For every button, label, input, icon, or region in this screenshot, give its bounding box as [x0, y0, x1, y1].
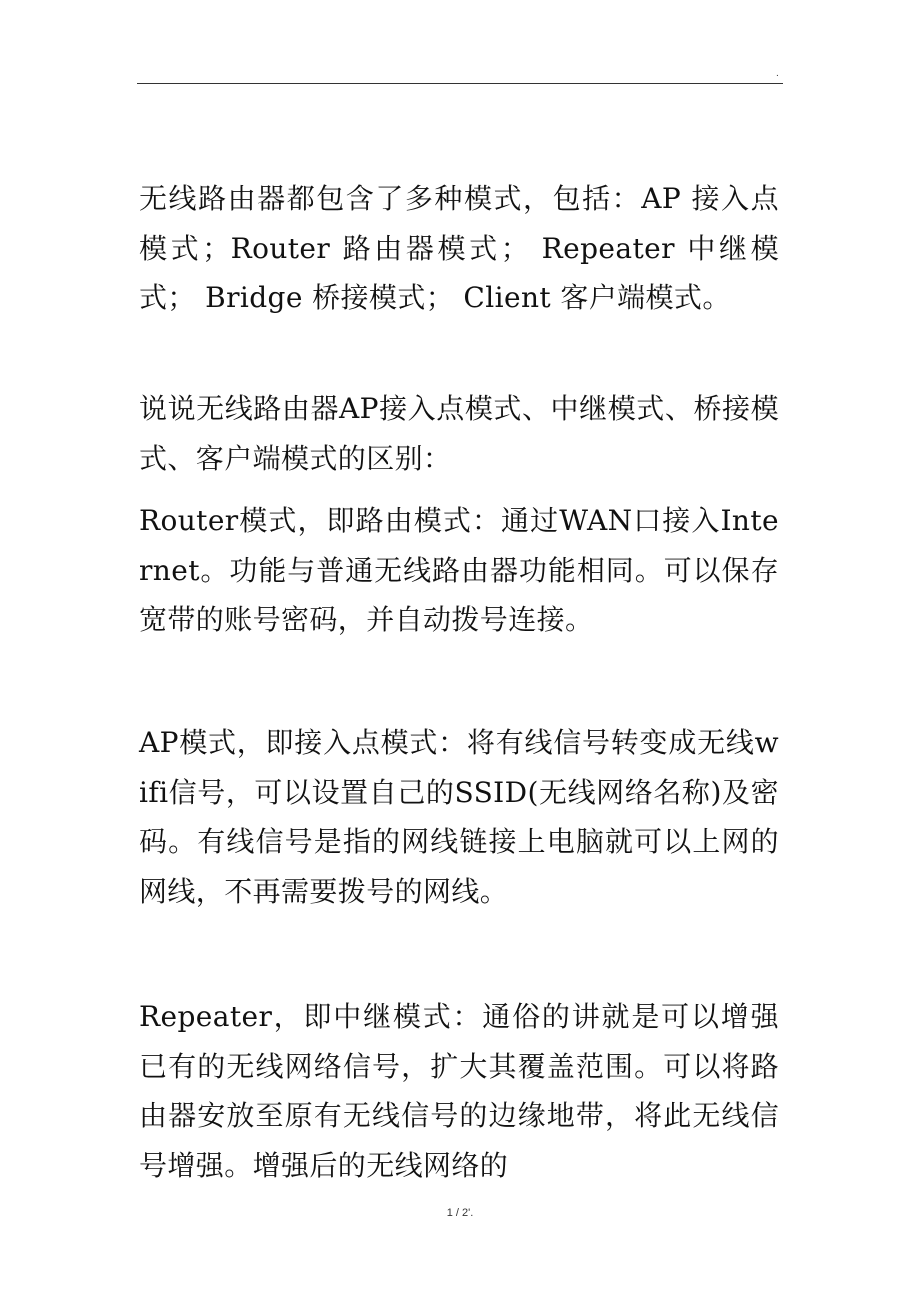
paragraph-repeater-mode: Repeater，即中继模式：通俗的讲就是可以增强已有的无线网络信号，扩大其覆盖范围。可以将路由器安放至原有无线信号的边缘地带，将此无线信号增强。增强后的无线网络的: [139, 1000, 779, 1182]
page-number: 1 / 2'.: [446, 1207, 474, 1219]
paragraph-router-modes-intro: 无线路由器都包含了多种模式，包括：AP 接入点模式；Router 路由器模式； Repeater 中继模式； Bridge 桥接模式； Client 客户端模式。: [139, 182, 779, 314]
paragraph-modes-difference-heading: 说说无线路由器AP接入点模式、中继模式、桥接模式、客户端模式的区别：: [139, 392, 779, 475]
paragraph-ap-mode: AP模式，即接入点模式：将有线信号转变成无线wifi信号，可以设置自己的SSID(无线网络名称)及密码。有线信号是指的网线链接上电脑就可以上网的网线，不再需要拨号的网线。: [139, 726, 779, 908]
paragraph-router-mode: Router模式，即路由模式：通过WAN口接入Internet。功能与普通无线路由器功能相同。可以保存宽带的账号密码，并自动拨号连接。: [139, 504, 779, 636]
header-rule: [137, 83, 783, 84]
header-mark: .: [776, 68, 779, 79]
